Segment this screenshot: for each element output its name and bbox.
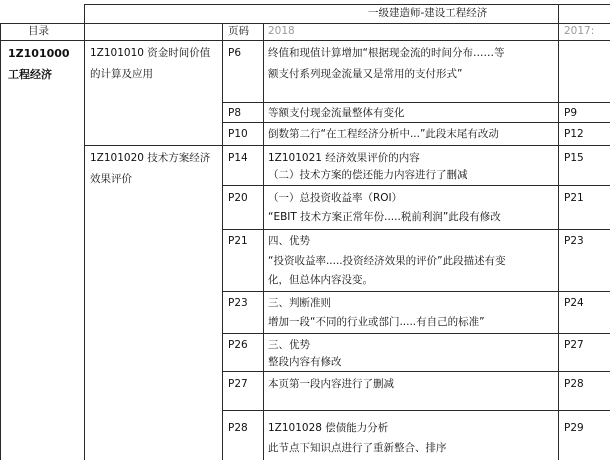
change-line: 四、优势 (268, 235, 310, 247)
document-title: 一级建造师-建设工程经济 (368, 7, 488, 19)
page-2018: P14 (228, 152, 248, 164)
page-2018: P21 (228, 235, 248, 247)
page-2018: P26 (228, 339, 248, 351)
page-2018: P23 (228, 297, 248, 309)
page-2017: P12 (564, 128, 584, 140)
column-header-2017: 2017: (564, 25, 595, 37)
section-cell: 1Z101020 技术方案经济效果评价 (90, 152, 211, 185)
change-line: 整段内容有修改 (268, 356, 342, 368)
change-line: 化，但总体内容没变。 (268, 274, 373, 286)
page-2018: P27 (228, 378, 248, 390)
change-line: 此节点下知识点进行了重新整合、排序 (268, 442, 447, 454)
column-header-catalog: 目录 (28, 25, 49, 37)
page-2018: P10 (228, 128, 248, 140)
page-2018: P8 (228, 107, 242, 119)
rule (84, 4, 85, 460)
change-line: “投资收益率.....投资经济效果的评价”此段描述有变 (268, 255, 506, 267)
subject-cell: 1Z101000 工程经济 (8, 47, 70, 81)
section-cell: 1Z101010 资金时间价值的计算及应用 (90, 47, 211, 80)
change-line: “EBIT 技术方案正常年份.....税前利润”此段有修改 (268, 211, 501, 223)
rule (222, 410, 610, 411)
change-line: 1Z101021 经济效果评价的内容 (268, 152, 420, 164)
rule (0, 23, 1, 460)
change-line: 额支付系列现金流量又是常用的支付形式” (268, 68, 463, 80)
page-2018: P20 (228, 192, 248, 204)
change-line: 终值和现值计算增加“根据现金流的时间分布……等 (268, 47, 505, 59)
column-header-page: 页码 (228, 25, 249, 37)
page-2017: P28 (564, 378, 584, 390)
change-line: （一）总投资收益率（ROI） (268, 192, 403, 204)
page-2017: P27 (564, 339, 584, 351)
change-line: 增加一段“不同的行业或部门.....有自己的标准” (268, 316, 485, 328)
rule (222, 229, 610, 230)
change-line: 三、优势 (268, 339, 310, 351)
change-line: 三、判断准则 (268, 297, 331, 309)
page-2017: P29 (564, 422, 584, 434)
rule (84, 145, 610, 146)
page-2018: P28 (228, 422, 248, 434)
page-2017: P21 (564, 192, 584, 204)
rule (222, 333, 610, 334)
rule (0, 40, 610, 41)
page-2017: P24 (564, 297, 584, 309)
change-line: 本页第一段内容进行了删减 (268, 378, 394, 390)
rule (222, 185, 610, 186)
change-line: （二）技术方案的偿还能力内容进行了删减 (268, 169, 468, 181)
page-2017: P9 (564, 107, 578, 119)
rule (84, 4, 610, 5)
rule (222, 23, 223, 460)
page-2017: P23 (564, 235, 584, 247)
rule (222, 291, 610, 292)
rule (263, 23, 264, 460)
change-line: 等额支付现金流量整体有变化 (268, 107, 405, 119)
rule (0, 23, 610, 24)
page-2017: P15 (564, 152, 584, 164)
change-line: 倒数第二行“在工程经济分析中...”此段末尾有改动 (268, 128, 499, 140)
column-header-2018: 2018 (268, 25, 295, 37)
page-2018: P6 (228, 47, 242, 59)
rule (558, 4, 559, 460)
change-line: 1Z101028 偿债能力分析 (268, 422, 389, 434)
